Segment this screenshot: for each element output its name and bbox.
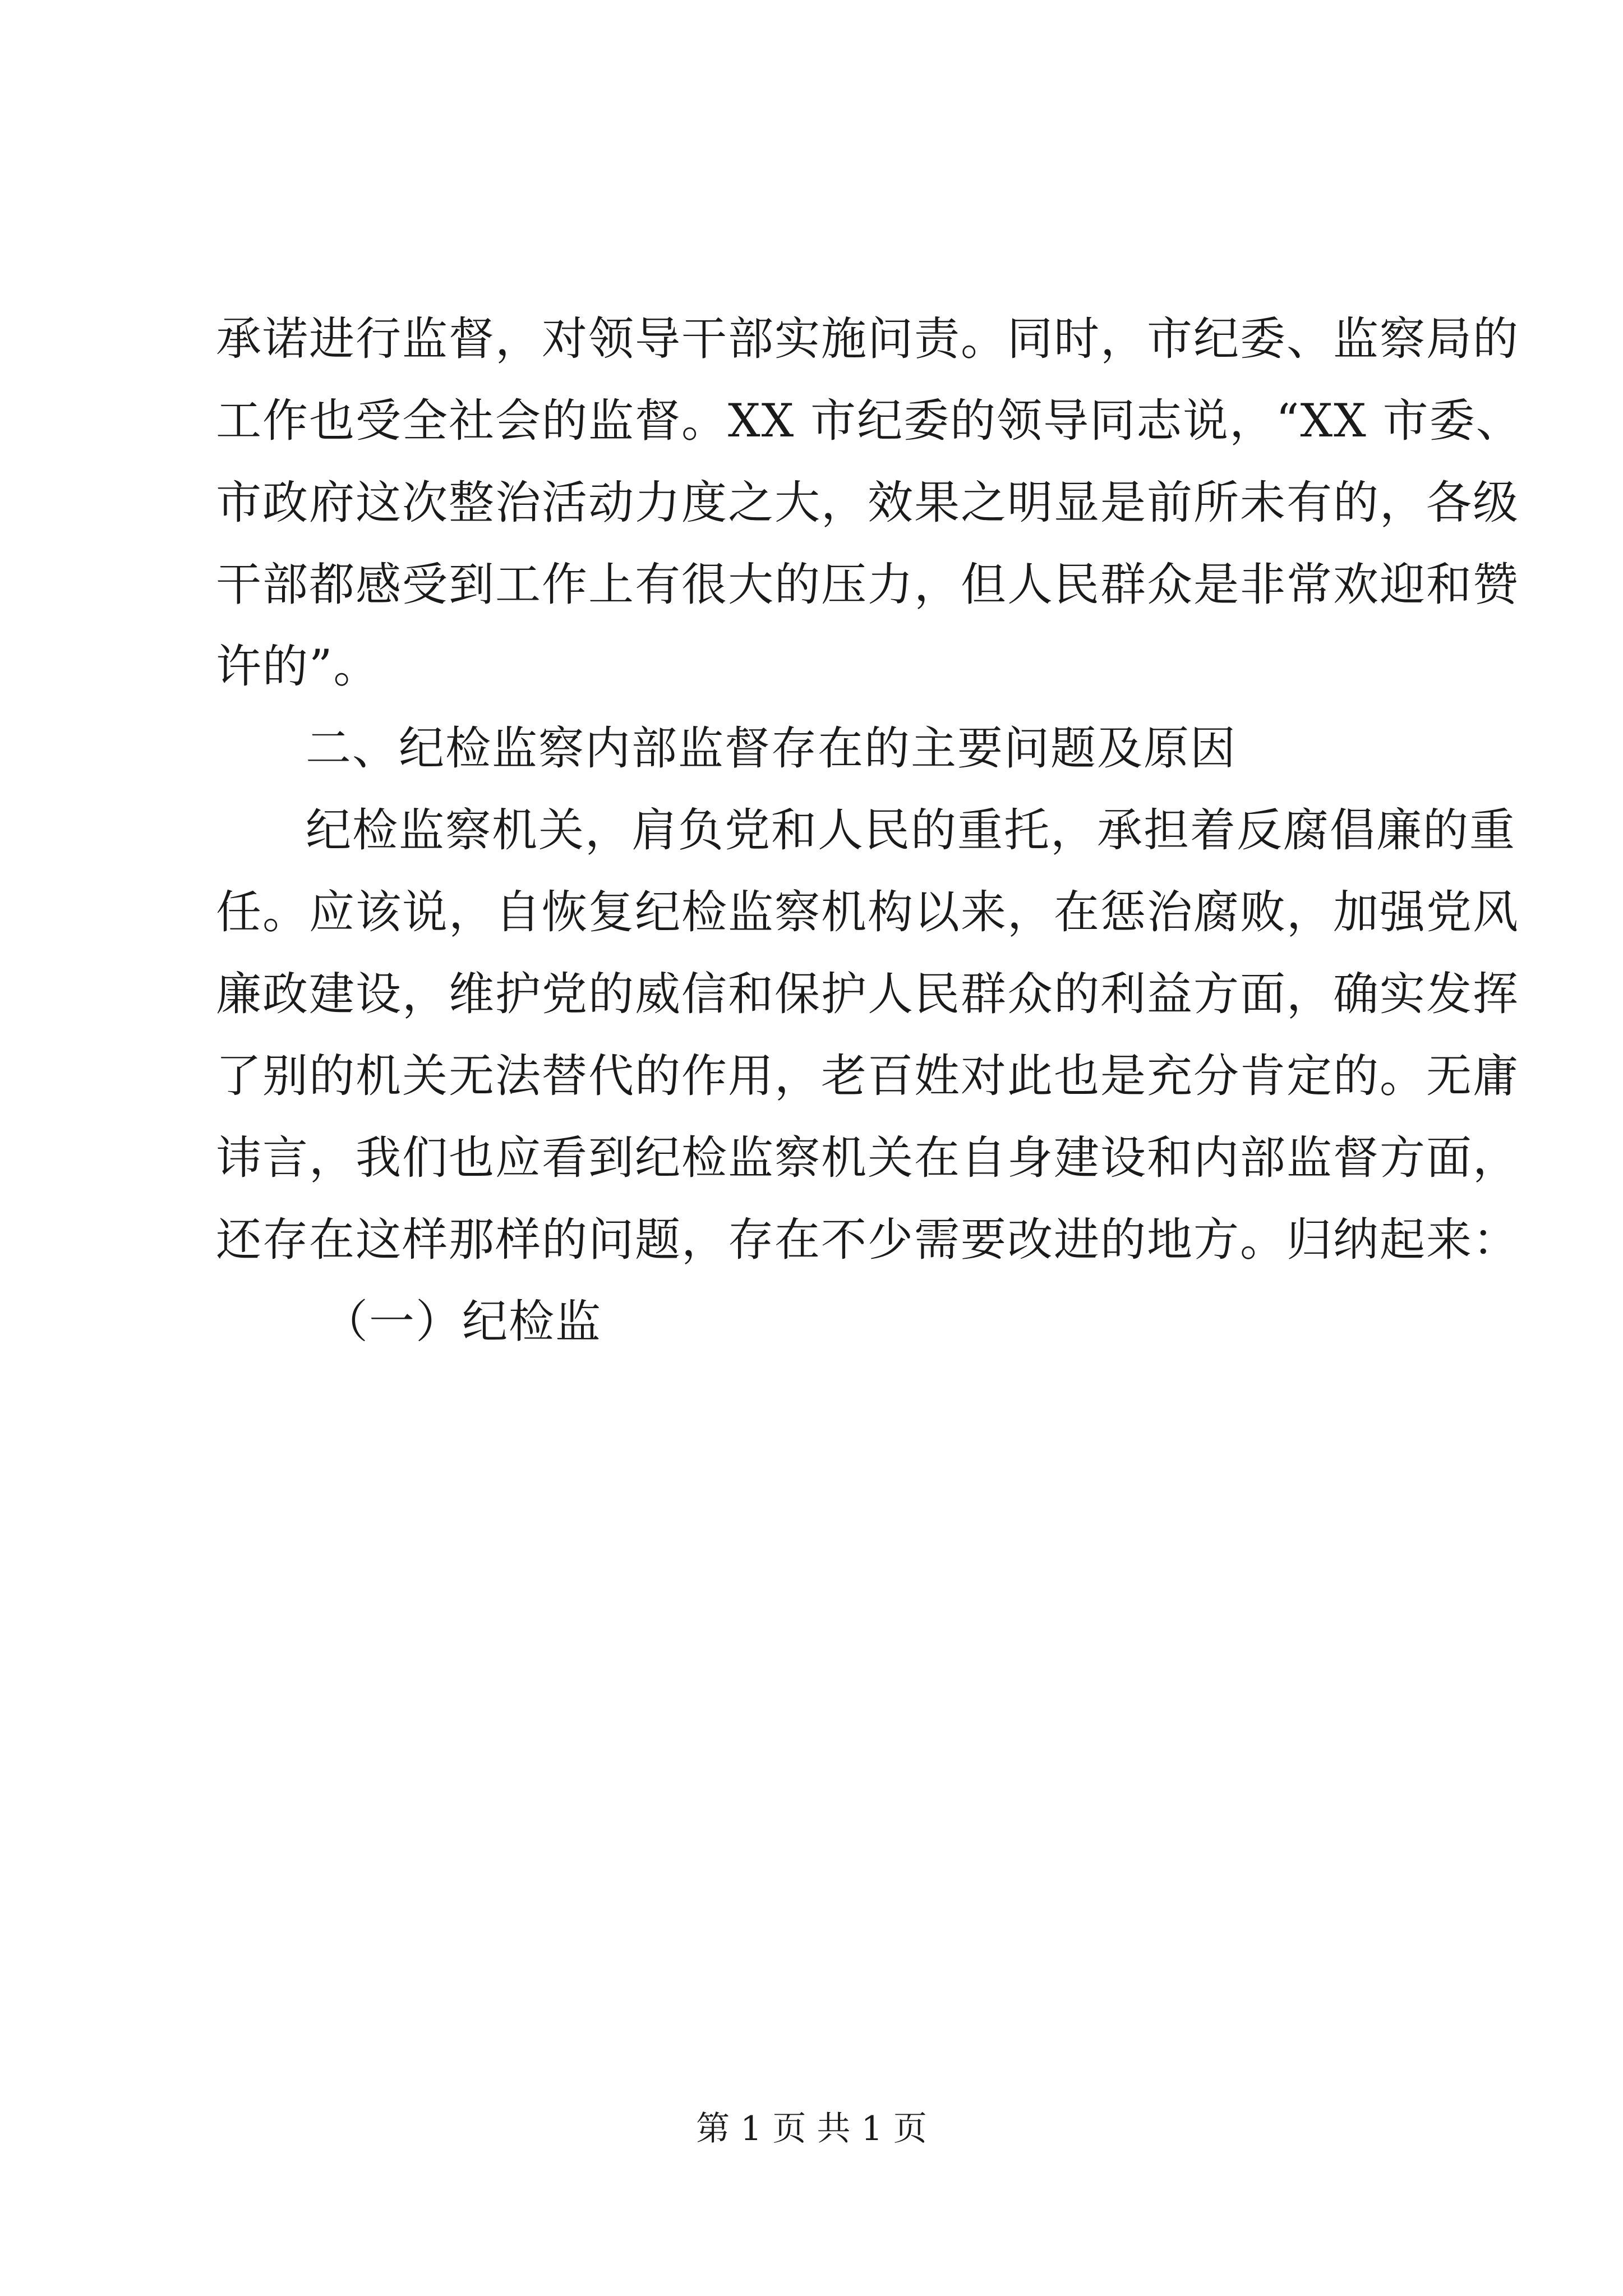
- section-heading: 二、纪检监察内部监督存在的主要问题及原因: [306, 723, 1237, 775]
- paragraph-line: 还存在这样那样的问题，存在不少需要改进的地方。归纳起来：: [216, 1214, 1520, 1267]
- paragraph-line: 纪检监察机关，肩负党和人民的重托，承担着反腐倡廉的重: [306, 804, 1516, 857]
- paragraph-line: 市政府这次整治活动力度之大，效果之明显是前所未有的，各级: [216, 477, 1520, 530]
- page-footer: 第 1 页 共 1 页: [696, 2109, 927, 2148]
- paragraph-line: 许的”。: [216, 641, 380, 693]
- paragraph-line: 干部都感受到工作上有很大的压力，但人民群众是非常欢迎和赞: [216, 559, 1520, 611]
- paragraph-line: 讳言，我们也应看到纪检监察机关在自身建设和内部监督方面，: [216, 1132, 1520, 1185]
- paragraph-line: 工作也受全社会的监督。XX 市纪委的领导同志说，“XX 市委、: [216, 395, 1523, 448]
- paragraph-line: 承诺进行监督，对领导干部实施问责。同时，市纪委、监察局的: [216, 313, 1520, 366]
- subsection-heading: （一）纪检监: [322, 1296, 602, 1349]
- paragraph-line: 廉政建设，维护党的威信和保护人民群众的利益方面，确实发挥: [216, 968, 1520, 1021]
- paragraph-line: 了别的机关无法替代的作用，老百姓对此也是充分肯定的。无庸: [216, 1050, 1520, 1103]
- paragraph-line: 任。应该说，自恢复纪检监察机构以来，在惩治腐败，加强党风: [216, 886, 1520, 939]
